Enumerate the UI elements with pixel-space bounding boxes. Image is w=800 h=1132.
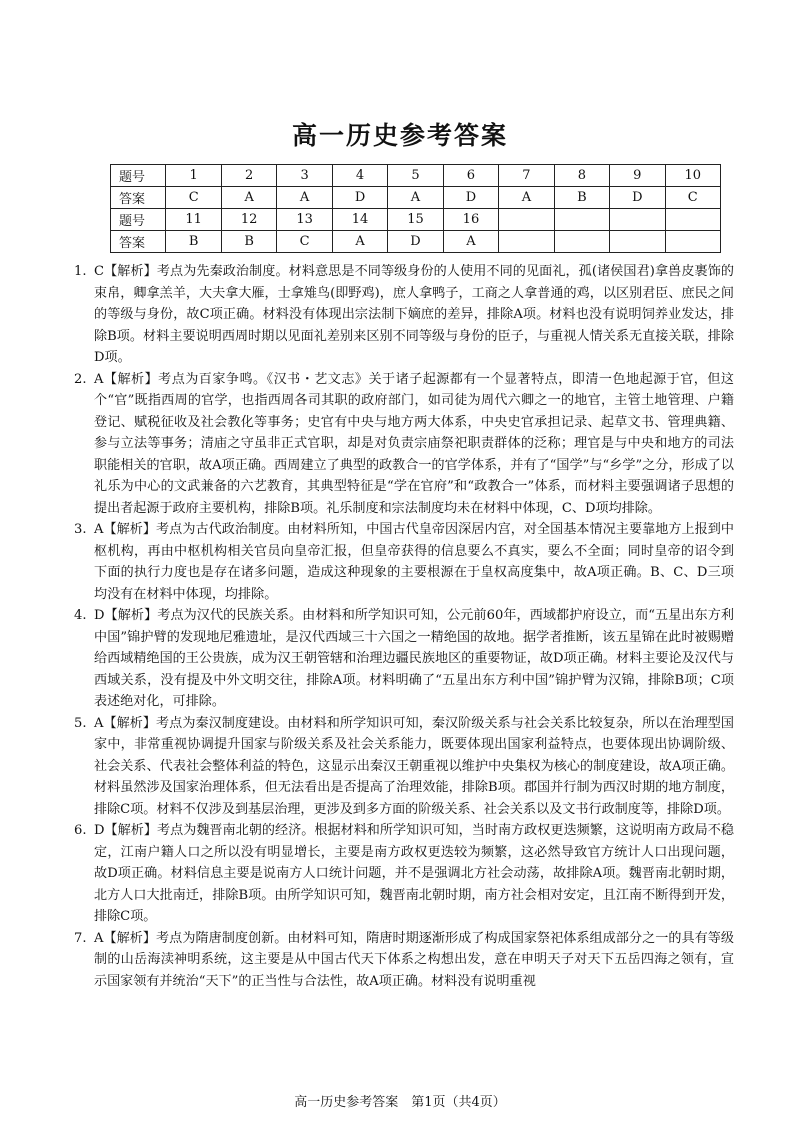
answer-table-row [111,187,721,209]
item-text: A【解析】考点为秦汉制度建设。由材料和所学知识可知，秦汉阶级关系与社会关系比较复杂，所以在治理型国家中，非常重视协调提升国家与阶级关系及社会关系能力，既要体现出国家利益特点，也要体现出协调阶级、社会关系、代表社会整体利益的特色，这显示出秦汉王朝重视以维护中央集权为核心的制度建设，故A项正确。材料虽然涉及国家治理体系，但无法看出是否提高了治理效能，排除B项。郡国并行制为西汉时期的地方制度，排除C项。材料不仅涉及到基层治理，更涉及到多方面的阶级关系、社会关系以及文书行政制度等，排除D项。 [94,715,734,817]
answer-table-cell: A [277,187,332,209]
explanation-item [74,820,734,928]
answer-table-cell: 12 [221,209,276,231]
answer-table-row [111,165,721,187]
item-text: C【解析】考点为先秦政治制度。材料意思是不同等级身份的人使用不同的见面礼，孤(诸侯国君)拿兽皮裹饰的束帛，卿拿羔羊，大夫拿大雁，士拿雉鸟(即野鸡)，庶人拿鸭子，工商之人拿普通的鸡，以区别君臣、庶民之间的等级与身份，故C项正确。材料没有体现出宗法制下嫡庶的差异，排除A项。材料也没有说明饲养业发达，排除B项。材料主要说明西周时期以见面礼差别来区别不同等级与身份的臣子，与重视人情关系无直接关联，排除D项。 [94,264,734,365]
explanation-item [74,369,734,520]
answer-table-cell: 14 [332,209,387,231]
answer-table-cell: C [665,187,720,209]
item-text: D【解析】考点为汉代的民族关系。由材料和所学知识可知，公元前60年，西域都护府设立，而“五星出东方利中国”锦护臂的发现地尼雅遗址，是汉代西域三十六国之一精绝国的故地。据学者推断，该五星锦在此时被赐赠给西域精绝国的王公贵族，成为汉王朝管辖和治理边疆民族地区的重要物证，故D项正确。材料主要论及汉代与西域关系，没有提及中外文明交往，排除A项。材料明确了“五星出东方利中国”锦护臂为汉锦，排除B项；C项表述绝对化，可排除。 [94,608,734,709]
item-text: D【解析】考点为魏晋南北朝的经济。根据材料和所学知识可知，当时南方政权更迭频繁，这说明南方政局不稳定，江南户籍人口之所以没有明显增长，主要是南方政权更迭较为频繁，这必然导致官方统计人口出现问题，故D项正确。材料信息主要是说南方人口统计问题，并不是强调北方社会动荡，故排除A项。魏晋南北朝时期，北方人口大批南迁，排除B项。由所学知识可知，魏晋南北朝时期，南方社会相对安定，且江南不断得到开发，排除C项。 [94,823,734,924]
explanation-list [74,261,734,992]
answer-table-cell: 13 [277,209,332,231]
item-number: 5. [74,715,87,731]
explanation-item [74,519,734,605]
answer-table-cell: 9 [610,165,665,187]
answer-table-cell: A [388,187,443,209]
answer-table-cell: 3 [277,165,332,187]
explanation-item [74,261,734,369]
explanation-item [74,928,734,993]
answer-table-header-cell: 答案 [111,231,166,253]
answer-table-row [111,209,721,231]
answer-table [110,164,721,253]
answer-table-header-cell: 答案 [111,187,166,209]
item-number: 3. [74,522,87,537]
item-number: 4. [74,608,87,623]
item-number: 7. [74,930,87,946]
answer-table-cell: 2 [221,165,276,187]
answer-table-cell: D [443,187,498,209]
item-text: A【解析】考点为百家争鸣。《汉书・艺文志》关于诸子起源都有一个显著特点，即清一色地起源于官，但这个“官”既指西周的官学，也指西周各司其职的政府部门，如司徒为周代六卿之一的地官，主管土地管理、户籍登记、赋税征收及社会教化等事务；史官有中央与地方两大体系，中央史官承担记录、起草文书、管理典籍、参与立法等事务；清庙之守虽非正式官职，却是对负责宗庙祭祀职责群体的泛称；理官是与中央和地方的司法职能相关的官职，故A项正确。西周建立了典型的政教合一的官学体系，并有了“国学”与“乡学”之分，形成了以礼乐为中心的文武兼备的六艺教育，其典型特征是“学在官府”和“政教合一”体系，而材料主要强调诸子思想的提出者起源于政府主要机构，排除B项。礼乐制度和宗法制度均未在材料中体现，C、D项均排除。 [94,371,734,516]
answer-table-cell [610,209,665,231]
answer-table-cell [499,209,554,231]
answer-table-row [111,231,721,253]
item-number: 1. [74,264,87,279]
page-title: 高一历史参考答案 [291,121,508,150]
answer-table-cell: C [166,187,221,209]
answer-table-cell [554,209,609,231]
answer-table-cell [499,231,554,253]
answer-table-cell: 1 [166,165,221,187]
answer-table-cell: D [332,187,387,209]
answer-table-cell: A [443,231,498,253]
answer-table-cell: 15 [388,209,443,231]
answer-table-cell: 16 [443,209,498,231]
answer-table-cell [665,231,720,253]
answer-table-cell: 10 [665,165,720,187]
answer-table-cell [610,231,665,253]
page-footer: 高一历史参考答案 第1页（共4页） [294,1095,506,1110]
answer-table-cell: B [554,187,609,209]
answer-table-cell: A [332,231,387,253]
answer-table-cell: B [221,231,276,253]
answer-table-cell [554,231,609,253]
answer-table-cell: D [388,231,443,253]
answer-table-cell: A [221,187,276,209]
answer-table-cell [665,209,720,231]
answer-table-cell: 11 [166,209,221,231]
answer-table-cell: 5 [388,165,443,187]
answer-table-cell: D [610,187,665,209]
item-number: 6. [74,823,87,838]
item-text: A【解析】考点为古代政治制度。由材料所知，中国古代皇帝因深居内宫，对全国基本情况主要靠地方上报到中枢机构，再由中枢机构相关官员向皇帝汇报，但皇帝获得的信息要么不真实，要么不全面；同时皇帝的诏令到下面的执行力度也是存在诸多问题，造成这种现象的主要根源在于皇权高度集中，故A项正确。B、C、D三项均没有在材料中体现，均排除。 [94,522,734,602]
item-number: 2. [74,371,87,387]
answer-table-header-cell: 题号 [111,209,166,231]
answer-table-cell: 7 [499,165,554,187]
explanation-item [74,605,734,713]
item-text: A【解析】考点为隋唐制度创新。由材料可知，隋唐时期逐渐形成了构成国家祭祀体系组成部分之一的具有等级制的山岳海渎神明系统，这主要是从中国古代天下体系之构想出发，意在申明天子对天下五岳四海之领有，宣示国家领有并统治“天下”的正当性与合法性，故A项正确。材料没有说明重视 [94,930,734,989]
answer-table-cell: 6 [443,165,498,187]
answer-table-header-cell: 题号 [111,165,166,187]
answer-table-cell: 8 [554,165,609,187]
answer-table-cell: 4 [332,165,387,187]
answer-table-cell: C [277,231,332,253]
answer-table-cell: B [166,231,221,253]
answer-table-cell: A [499,187,554,209]
explanation-item [74,713,734,821]
